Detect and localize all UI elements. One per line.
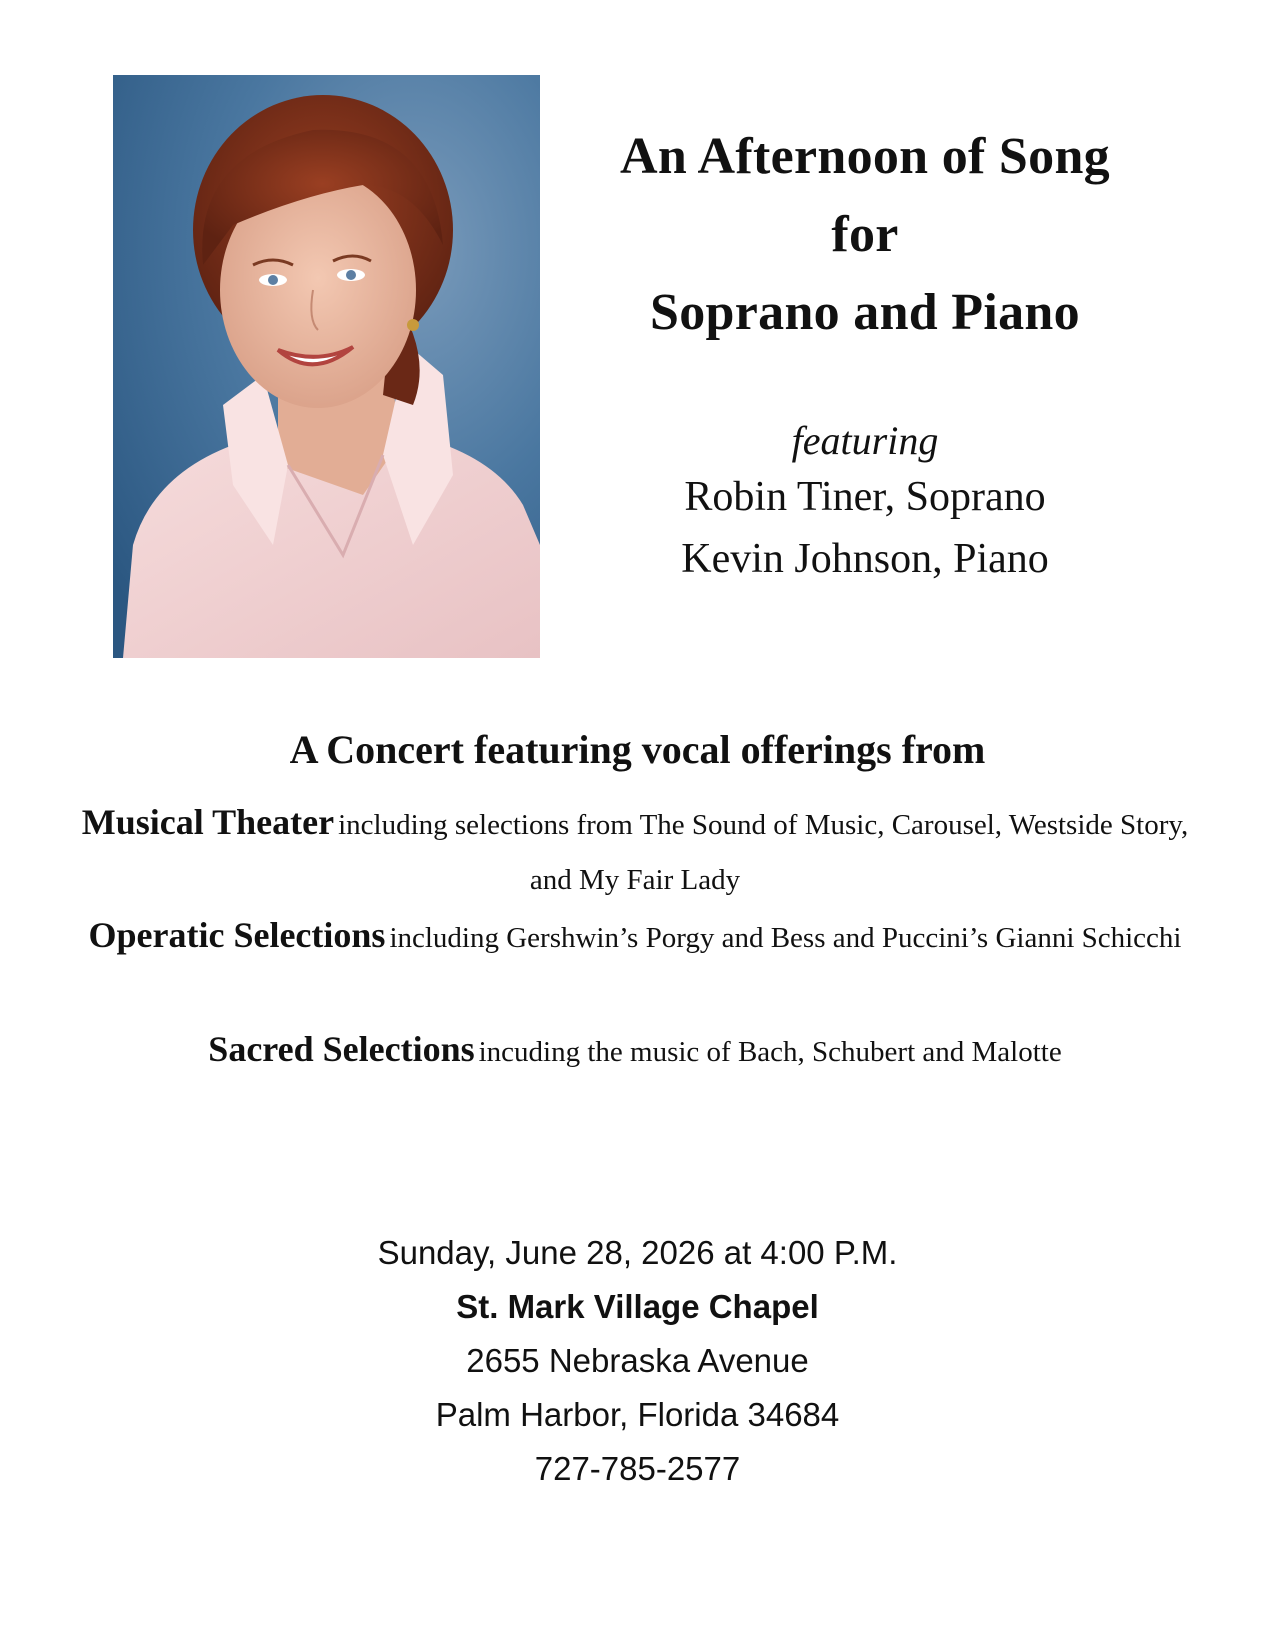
- program-item-sacred: [70, 1024, 1200, 1082]
- program-description: including Gershwin’s Porgy and Bess and Puccini’s Gianni Schicchi: [389, 922, 1182, 954]
- program-category: Operatic Selections: [88, 915, 386, 955]
- portrait-photo: [113, 75, 540, 658]
- event-details: [0, 1226, 1275, 1496]
- program-item-operatic: [70, 910, 1200, 968]
- title-line-1: An Afternoon of Song: [620, 128, 1110, 185]
- program-heading: A Concert featuring vocal offerings from: [289, 727, 986, 772]
- event-phone: 727-785-2577: [534, 1450, 741, 1487]
- event-datetime: Sunday, June 28, 2026 at 4:00 P.M.: [377, 1234, 898, 1271]
- program-category: Sacred Selections: [208, 1029, 475, 1069]
- program-description: including selections from The Sound of Music, Carousel, Westside Story, and My Fair Lady: [338, 809, 1189, 896]
- portrait-illustration: [113, 75, 540, 658]
- program-category: Musical Theater: [81, 802, 335, 842]
- featuring-label: featuring: [791, 418, 939, 463]
- event-street: 2655 Nebraska Avenue: [466, 1342, 809, 1379]
- featuring-section: [560, 416, 1170, 590]
- title-line-2: for: [831, 206, 899, 263]
- title-line-3: Soprano and Piano: [650, 284, 1080, 341]
- event-city: Palm Harbor, Florida 34684: [435, 1396, 840, 1433]
- event-venue: St. Mark Village Chapel: [456, 1288, 819, 1325]
- program-description: incuding the music of Bach, Schubert and Malotte: [478, 1036, 1062, 1068]
- performer-piano: Kevin Johnson, Piano: [681, 536, 1049, 582]
- performer-soprano: Robin Tiner, Soprano: [684, 474, 1046, 520]
- program-item-musical-theater: [70, 797, 1200, 910]
- event-title: [560, 118, 1170, 352]
